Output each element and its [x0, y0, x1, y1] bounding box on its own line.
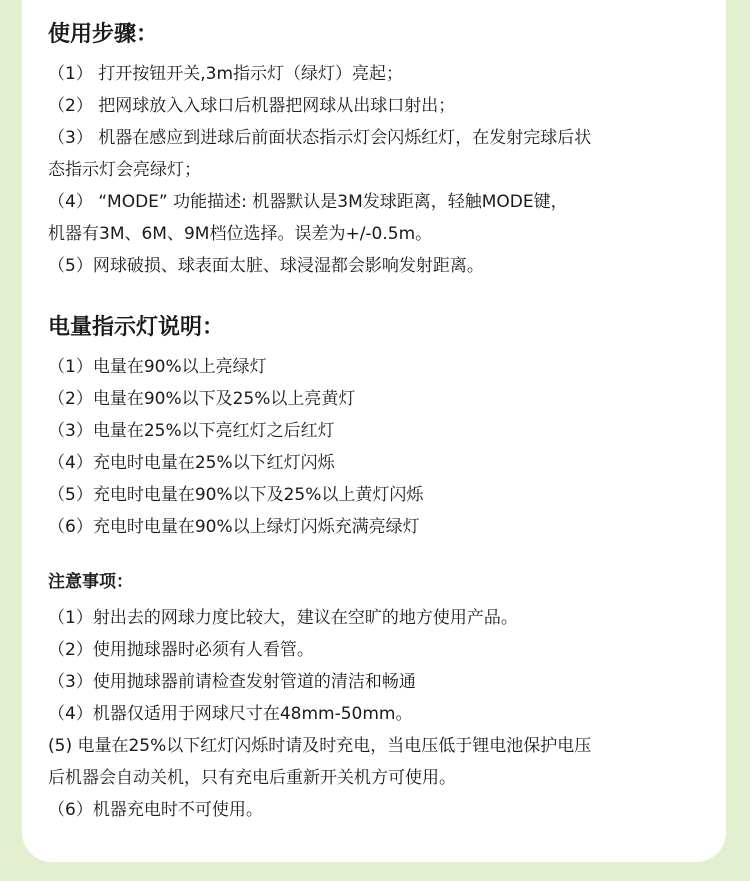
precautions-section — [48, 570, 718, 826]
usage-steps-title: 使用步骤： — [48, 22, 159, 47]
usage-step-item: （3） 机器在感应到进球后前面状态指示灯会闪烁红灯，在发射完球后状 — [48, 128, 592, 148]
battery-indicator-item: （1）电量在90%以上亮绿灯 — [48, 357, 267, 377]
battery-indicator-item: （2）电量在90%以下及25%以上亮黄灯 — [48, 389, 356, 409]
usage-step-item: （2） 把网球放入入球口后机器把网球从出球口射出； — [48, 96, 456, 116]
usage-step-item: 机器有3M、6M、9M档位选择。误差为+/-0.5m。 — [48, 224, 433, 244]
precaution-item: （3）使用抛球器前请检查发射管道的清洁和畅通 — [48, 672, 416, 692]
precaution-item: （1）射出去的网球力度比较大，建议在空旷的地方使用产品。 — [48, 608, 518, 628]
usage-step-item: 态指示灯会亮绿灯； — [48, 160, 201, 180]
precaution-item: 后机器会自动关机，只有充电后重新开关机方可使用。 — [48, 768, 456, 788]
battery-indicator-section — [48, 313, 718, 543]
usage-step-item: （4） “MODE” 功能描述: 机器默认是3M发球距离，轻触MODE键， — [48, 192, 568, 212]
precautions-list — [48, 602, 718, 826]
precaution-item: (5) 电量在25%以下红灯闪烁时请及时充电，当电压低于锂电池保护电压 — [48, 736, 592, 756]
battery-indicator-item: （4）充电时电量在25%以下红灯闪烁 — [48, 453, 335, 473]
precaution-item: （6）机器充电时不可使用。 — [48, 800, 263, 820]
usage-steps-list — [48, 58, 718, 282]
battery-indicator-item: （5）充电时电量在90%以下及25%以上黄灯闪烁 — [48, 485, 424, 505]
battery-indicator-list — [48, 351, 718, 543]
battery-indicator-title: 电量指示灯说明： — [48, 315, 225, 340]
precautions-title: 注意事项： — [48, 572, 133, 592]
usage-step-item: （5）网球破损、球表面太脏、球浸湿都会影响发射距离。 — [48, 256, 484, 276]
battery-indicator-item: （3）电量在25%以下亮红灯之后红灯 — [48, 421, 335, 441]
usage-step-item: （1） 打开按钮开关,3m指示灯（绿灯）亮起； — [48, 64, 403, 84]
usage-steps-section — [48, 20, 718, 282]
precaution-item: （2）使用抛球器时必须有人看管。 — [48, 640, 314, 660]
battery-indicator-item: （6）充电时电量在90%以上绿灯闪烁充满亮绿灯 — [48, 517, 420, 537]
precaution-item: （4）机器仅适用于网球尺寸在48mm-50mm。 — [48, 704, 413, 724]
